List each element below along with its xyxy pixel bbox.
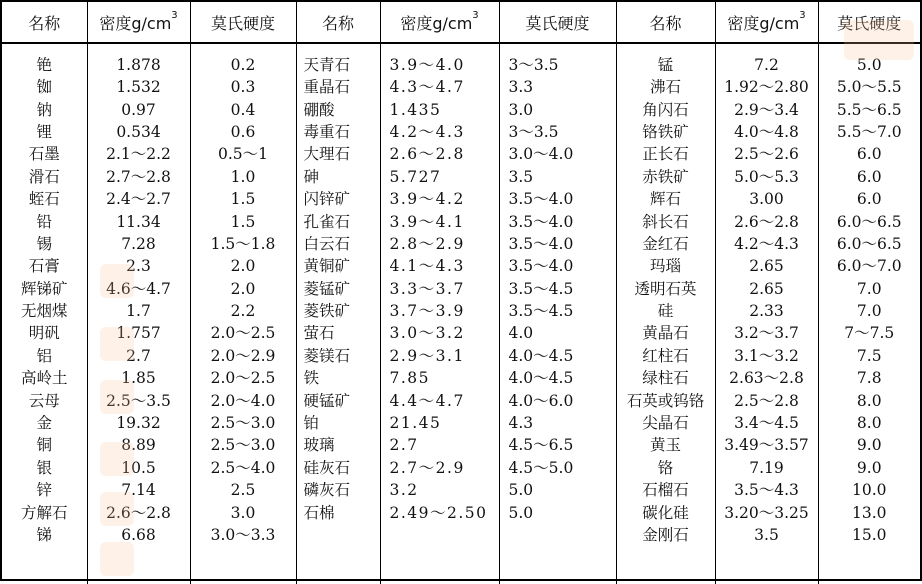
table-row [2, 479, 920, 501]
hardness-value-2: 4.3 [499, 412, 616, 434]
material-name-2: 重晶石 [296, 76, 380, 98]
hardness-value-1: 0.2 [190, 43, 296, 76]
table-row [2, 121, 920, 143]
material-name-3: 铬 [616, 457, 715, 479]
hardness-value-3: 7～7.5 [818, 322, 920, 344]
density-value-3: 3.2～3.7 [715, 322, 818, 344]
hardness-value-3: 5.0～5.5 [818, 76, 920, 98]
hardness-value-3: 6.0 [818, 188, 920, 210]
material-name-2: 白云石 [296, 233, 380, 255]
material-name-1: 石墨 [28, 145, 60, 164]
density-value-1: 2.1～2.2 [87, 143, 190, 165]
table-row [2, 300, 920, 322]
material-name-2: 铂 [296, 412, 380, 434]
hardness-value-2: 3.0～4.0 [499, 143, 616, 165]
density-value-1: 1.7 [87, 300, 190, 322]
material-name-2: 毒重石 [296, 121, 380, 143]
material-name-3: 石榴石 [616, 479, 715, 501]
empty-cell [87, 546, 190, 584]
hardness-value-3: 7.5 [818, 345, 920, 367]
hardness-value-1: 1.5 [190, 210, 296, 232]
density-value-3: 2.9～3.4 [715, 98, 818, 120]
hardness-value-2: 4.0～4.5 [499, 345, 616, 367]
hardness-value-3: 13.0 [818, 501, 920, 523]
density-value-3: 4.0～4.8 [715, 121, 818, 143]
table-row [2, 210, 920, 232]
density-value-1: 2.4～2.7 [87, 188, 190, 210]
material-name-2: 石棉 [296, 501, 380, 523]
hardness-value-2: 3.5～4.5 [499, 300, 616, 322]
material-name-1: 铜 [36, 436, 52, 455]
density-value-1: 2.7 [87, 345, 190, 367]
material-name-1: 高岭土 [20, 369, 68, 388]
hardness-value-3: 7.0 [818, 300, 920, 322]
material-name-1: 辉锑矿 [20, 279, 68, 298]
material-name-1: 锌 [36, 481, 52, 500]
material-name-1: 铷 [36, 78, 52, 97]
table-row [2, 188, 920, 210]
hardness-value-1: 2.0～2.9 [190, 345, 296, 367]
hardness-value-2: 4.5～5.0 [499, 457, 616, 479]
density-value-3: 3.1～3.2 [715, 345, 818, 367]
header-density-superscript: 3 [171, 9, 178, 21]
material-name-1: 明矾 [28, 324, 60, 343]
material-name-2: 玻璃 [296, 434, 380, 456]
empty-cell [380, 546, 499, 584]
material-name-2: 萤石 [296, 322, 380, 344]
hardness-value-3: 8.0 [818, 412, 920, 434]
hardness-value-2: 3.3 [499, 76, 616, 98]
density-value-2: 3.9～4.1 [380, 210, 499, 232]
material-name-1: 锂 [36, 122, 52, 141]
material-name-2: 菱镁石 [296, 345, 380, 367]
density-value-1: 11.34 [87, 210, 190, 232]
hardness-value-2: 4.0～6.0 [499, 389, 616, 411]
density-value-3: 2.63～2.8 [715, 367, 818, 389]
density-value-1: 8.89 [87, 434, 190, 456]
hardness-value-1: 2.2 [190, 300, 296, 322]
hardness-value-1: 1.5 [190, 188, 296, 210]
material-name-1: 蛭石 [28, 190, 60, 209]
hardness-value-3: 6.0 [818, 166, 920, 188]
density-value-3: 7.2 [715, 43, 818, 76]
hardness-value-2: 3.5～4.0 [499, 233, 616, 255]
density-value-2: 4.2～4.3 [380, 121, 499, 143]
hardness-value-2: 4.0 [499, 322, 616, 344]
density-value-2: 2.6～2.8 [380, 143, 499, 165]
material-name-1: 铯 [36, 56, 52, 74]
material-name-2 [296, 524, 380, 546]
hardness-value-3: 9.0 [818, 457, 920, 479]
material-name-3: 玛瑙 [616, 255, 715, 277]
hardness-value-2: 5.0 [499, 479, 616, 501]
table-row [2, 166, 920, 188]
table-row [2, 255, 920, 277]
material-name-3: 石英或钨铬 [616, 389, 715, 411]
density-value-2 [380, 524, 499, 546]
table-row [2, 278, 920, 300]
header-hardness-2: 莫氏硬度 [499, 2, 616, 43]
density-value-1: 2.7～2.8 [87, 166, 190, 188]
hardness-value-3: 6.0～6.5 [818, 210, 920, 232]
density-value-3: 7.19 [715, 457, 818, 479]
empty-cell [296, 546, 380, 584]
table-spacer-row [2, 546, 920, 584]
density-value-2: 2.7～2.9 [380, 457, 499, 479]
hardness-value-1: 0.6 [190, 121, 296, 143]
material-name-3: 碳化硅 [616, 501, 715, 523]
density-value-3: 2.6～2.8 [715, 210, 818, 232]
material-name-3: 铬铁矿 [616, 121, 715, 143]
hardness-value-2: 3.5～4.0 [499, 210, 616, 232]
density-value-3: 3.5 [715, 524, 818, 546]
header-density-3 [715, 2, 818, 43]
hardness-value-1: 2.0 [190, 278, 296, 300]
density-value-1: 4.6～4.7 [87, 278, 190, 300]
density-value-2: 1.435 [380, 98, 499, 120]
density-value-1: 2.6～2.8 [87, 501, 190, 523]
material-name-2: 天青石 [296, 43, 380, 76]
density-value-3: 3.4～4.5 [715, 412, 818, 434]
empty-cell [715, 546, 818, 584]
hardness-value-1: 3.0～3.3 [190, 524, 296, 546]
header-density-label: 密度g/cm [727, 13, 800, 33]
table-row [2, 501, 920, 523]
density-value-2: 4.4～4.7 [380, 389, 499, 411]
density-value-1: 10.5 [87, 457, 190, 479]
density-value-2: 3.0～3.2 [380, 322, 499, 344]
header-density-superscript: 3 [799, 9, 806, 21]
table-row [2, 367, 920, 389]
density-value-2: 4.1～4.3 [380, 255, 499, 277]
hardness-value-1: 2.0～2.5 [190, 322, 296, 344]
density-value-1: 6.68 [87, 524, 190, 546]
hardness-value-3: 8.0 [818, 389, 920, 411]
material-name-1: 云母 [28, 391, 60, 410]
hardness-value-2: 3.5～4.5 [499, 278, 616, 300]
header-hardness-1: 莫氏硬度 [190, 2, 296, 43]
material-name-2: 磷灰石 [296, 479, 380, 501]
hardness-value-3: 5.5～6.5 [818, 98, 920, 120]
material-name-1: 无烟煤 [20, 302, 68, 321]
density-value-3: 3.5～4.3 [715, 479, 818, 501]
material-name-3: 绿柱石 [616, 367, 715, 389]
empty-cell [499, 546, 616, 584]
density-value-1: 1.85 [87, 367, 190, 389]
hardness-value-3: 6.0～7.0 [818, 255, 920, 277]
material-name-1: 钠 [36, 100, 52, 119]
material-name-2: 闪锌矿 [296, 188, 380, 210]
hardness-value-2 [499, 524, 616, 546]
material-name-3: 锰 [616, 43, 715, 76]
material-name-2: 硅灰石 [296, 457, 380, 479]
density-value-2: 7.85 [380, 367, 499, 389]
density-value-1: 7.14 [87, 479, 190, 501]
material-name-3: 斜长石 [616, 210, 715, 232]
material-name-2: 砷 [296, 166, 380, 188]
density-value-2: 3.2 [380, 479, 499, 501]
density-hardness-table [2, 2, 920, 584]
material-name-1: 石膏 [28, 257, 60, 276]
material-name-3: 黄晶石 [616, 322, 715, 344]
density-value-1: 2.5～3.5 [87, 389, 190, 411]
material-name-2: 硼酸 [296, 98, 380, 120]
table-header [2, 2, 920, 43]
hardness-value-3: 6.0 [818, 143, 920, 165]
density-value-3: 3.20～3.25 [715, 501, 818, 523]
density-value-2: 4.3～4.7 [380, 76, 499, 98]
hardness-value-2: 4.0～4.5 [499, 367, 616, 389]
empty-cell [190, 546, 296, 584]
material-name-1: 锑 [36, 526, 52, 544]
material-name-1: 铝 [36, 346, 52, 365]
material-name-3: 透明石英 [616, 278, 715, 300]
header-hardness-3: 莫氏硬度 [818, 2, 920, 43]
table-row [2, 143, 920, 165]
density-value-2: 21.45 [380, 412, 499, 434]
material-name-3: 金红石 [616, 233, 715, 255]
empty-cell [818, 546, 920, 584]
density-value-1: 0.97 [87, 98, 190, 120]
density-value-2: 2.7 [380, 434, 499, 456]
material-name-3: 正长石 [616, 143, 715, 165]
density-value-1: 1.878 [87, 43, 190, 76]
material-name-3: 硅 [616, 300, 715, 322]
hardness-value-2: 3～3.5 [499, 121, 616, 143]
material-name-3: 角闪石 [616, 98, 715, 120]
density-value-3: 4.2～4.3 [715, 233, 818, 255]
table-row [2, 389, 920, 411]
table-row [2, 412, 920, 434]
material-name-2: 大理石 [296, 143, 380, 165]
hardness-value-3: 15.0 [818, 524, 920, 546]
density-value-1: 7.28 [87, 233, 190, 255]
density-value-2: 2.8～2.9 [380, 233, 499, 255]
material-name-1: 方解石 [20, 503, 68, 522]
header-name-1: 名称 [2, 2, 87, 43]
hardness-value-1: 0.3 [190, 76, 296, 98]
hardness-value-2: 4.5～6.5 [499, 434, 616, 456]
hardness-value-1: 2.0～4.0 [190, 389, 296, 411]
density-value-2: 3.7～3.9 [380, 300, 499, 322]
material-name-3: 辉石 [616, 188, 715, 210]
material-name-3: 黄玉 [616, 434, 715, 456]
hardness-value-1: 2.5 [190, 479, 296, 501]
hardness-value-1: 1.0 [190, 166, 296, 188]
density-value-1: 1.757 [87, 322, 190, 344]
header-density-superscript: 3 [472, 9, 479, 21]
density-value-3: 5.0～5.3 [715, 166, 818, 188]
header-name-2: 名称 [296, 2, 380, 43]
table-body [2, 43, 920, 584]
hardness-value-1: 2.0 [190, 255, 296, 277]
material-name-1: 滑石 [28, 167, 60, 186]
density-value-3: 2.33 [715, 300, 818, 322]
hardness-value-2: 3.0 [499, 98, 616, 120]
table-row [2, 43, 920, 76]
material-name-2: 硬锰矿 [296, 389, 380, 411]
hardness-value-3: 7.0 [818, 278, 920, 300]
hardness-value-2: 3.5 [499, 166, 616, 188]
hardness-value-3: 6.0～6.5 [818, 233, 920, 255]
material-name-3: 尖晶石 [616, 412, 715, 434]
hardness-value-3: 5.0 [818, 43, 920, 76]
density-value-2: 3.9～4.2 [380, 188, 499, 210]
hardness-value-1: 1.5～1.8 [190, 233, 296, 255]
material-name-2: 菱铁矿 [296, 300, 380, 322]
hardness-value-1: 2.5～3.0 [190, 412, 296, 434]
material-name-3: 沸石 [616, 76, 715, 98]
density-value-3: 2.65 [715, 278, 818, 300]
material-name-3: 赤铁矿 [616, 166, 715, 188]
table-row [2, 98, 920, 120]
hardness-value-1: 2.5～4.0 [190, 457, 296, 479]
density-value-2: 3.9～4.0 [380, 43, 499, 76]
material-name-2: 铁 [296, 367, 380, 389]
density-value-3: 3.49～3.57 [715, 434, 818, 456]
material-name-2: 菱锰矿 [296, 278, 380, 300]
header-density-1 [87, 2, 190, 43]
hardness-value-2: 3.5～4.0 [499, 255, 616, 277]
density-value-1: 0.534 [87, 121, 190, 143]
table-row [2, 524, 920, 546]
density-value-2: 3.3～3.7 [380, 278, 499, 300]
material-name-1: 银 [36, 458, 52, 477]
hardness-value-1: 0.4 [190, 98, 296, 120]
hardness-value-2: 3～3.5 [499, 43, 616, 76]
hardness-value-1: 2.0～2.5 [190, 367, 296, 389]
density-value-3: 1.92～2.80 [715, 76, 818, 98]
hardness-value-1: 0.5～1 [190, 143, 296, 165]
density-value-1: 2.3 [87, 255, 190, 277]
hardness-value-2: 5.0 [499, 501, 616, 523]
material-name-1: 铅 [36, 212, 52, 231]
material-name-2: 孔雀石 [296, 210, 380, 232]
hardness-value-3: 9.0 [818, 434, 920, 456]
table-row [2, 76, 920, 98]
hardness-value-1: 3.0 [190, 501, 296, 523]
table-row [2, 322, 920, 344]
hardness-value-3: 7.8 [818, 367, 920, 389]
material-name-1: 金 [36, 414, 52, 433]
table-row [2, 233, 920, 255]
material-name-3: 金刚石 [616, 524, 715, 546]
density-value-3: 2.65 [715, 255, 818, 277]
empty-cell [616, 546, 715, 584]
material-name-1: 锡 [36, 234, 52, 253]
hardness-value-3: 10.0 [818, 479, 920, 501]
density-value-1: 1.532 [87, 76, 190, 98]
table-row [2, 345, 920, 367]
header-row [2, 2, 920, 43]
hardness-value-3: 5.5～7.0 [818, 121, 920, 143]
density-value-2: 2.49～2.50 [380, 501, 499, 523]
material-name-3: 红柱石 [616, 345, 715, 367]
hardness-value-2: 3.5～4.0 [499, 188, 616, 210]
hardness-value-1: 2.5～3.0 [190, 434, 296, 456]
header-name-3: 名称 [616, 2, 715, 43]
density-value-1: 19.32 [87, 412, 190, 434]
table-row [2, 434, 920, 456]
density-value-3: 2.5～2.6 [715, 143, 818, 165]
density-value-3: 2.5～2.8 [715, 389, 818, 411]
material-name-2: 黄铜矿 [296, 255, 380, 277]
header-density-2 [380, 2, 499, 43]
header-density-label: 密度g/cm [400, 13, 473, 33]
density-value-3: 3.00 [715, 188, 818, 210]
density-value-2: 5.727 [380, 166, 499, 188]
density-value-2: 2.9～3.1 [380, 345, 499, 367]
header-density-label: 密度g/cm [99, 13, 172, 33]
empty-cell [2, 546, 87, 584]
table-row [2, 457, 920, 479]
